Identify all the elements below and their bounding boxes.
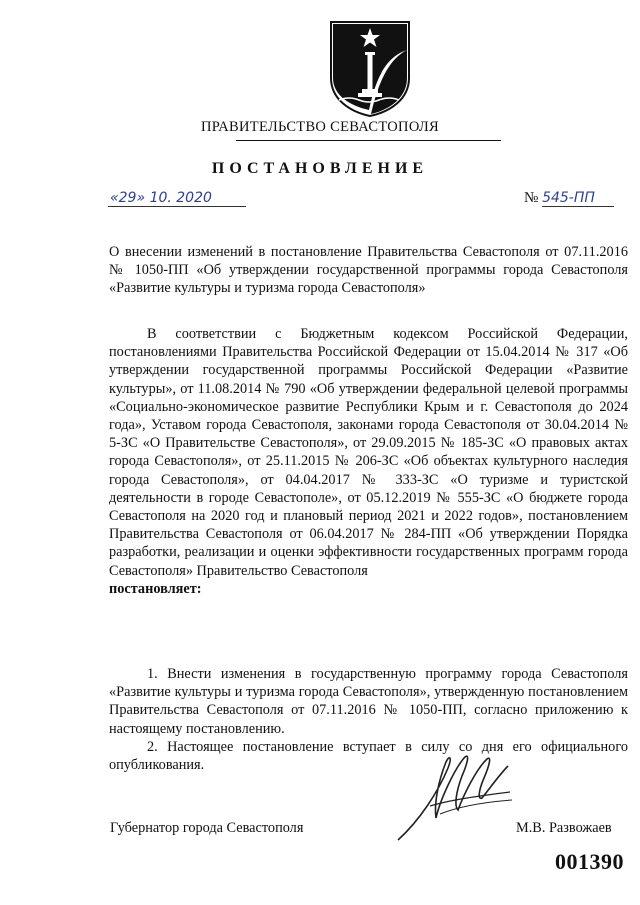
organization-name: ПРАВИТЕЛЬСТВО СЕВАСТОПОЛЯ [201,119,439,135]
serial-number: 001390 [555,849,624,874]
sevastopol-coat-of-arms-emblem [329,20,411,118]
number-value: 545-ПП [542,190,595,206]
document-number [524,190,595,207]
date-month-year: 10. 2020 [149,190,212,206]
preamble-paragraph [109,325,628,598]
document-type-title: ПОСТАНОВЛЕНИЕ [211,160,429,177]
decree-word: постановляет: [109,580,202,597]
decree-items [109,665,628,774]
date-underline [108,206,246,207]
date-day: 29 [118,190,137,206]
handwritten-signature [390,740,520,850]
decree-item-2: 2. Настоящее постановление вступает в силу со дня его официального опубликования. [109,738,628,774]
document-date: «29» 10. 2020 [110,190,212,206]
signatory-name: М.В. Развожаев [516,820,612,836]
organization-underline [236,140,501,141]
decree-item-1: 1. Внести изменения в государственную программу города Севастополя «Развитие культуры и туризма города Севастополя», утвержденную постановлением Правительства Севастополя от 07.11.2016 № 1050-ПП, согласно приложению к настоящему постановлению. [109,666,628,737]
preamble-text: В соответствии с Бюджетным кодексом Российской Федерации, постановлениями Правительства Российской Федерации от 15.04.2014 № 317 «Об утверждении государственной программы Российской Федерации «Развитие культуры», от 11.08.2014 № 790 «Об утверждении федеральной целевой программы «Социально-экономическое развитие Республики Крым и г. Севастополя до 2024 года», Уставом города Севастополя, законами города Севастополя от 30.04.2014 № 5-ЗС «О Правительстве Севастополя», от 29.09.2015 № 185-ЗС «О правовых актах города Севастополя», от 25.11.2015 № 206-ЗС «Об объектах культурного наследия города Севастополя», от 04.04.2017 № 333-ЗС «О туризме и туристской деятельности в городе Севастополе», от 05.12.2019 № 555-ЗС «О бюджете города Севастополя на 2020 год и плановый период 2021 и 2022 годов», постановлением Правительства Севастополя от 06.04.2017 № 284-ПП «Об утверждении Порядка разработки, реализации и оценки эффективности государственных программ города Севастополя» Правительство Севастополя [109,326,628,579]
number-underline [542,206,614,207]
number-sign: № [524,190,539,206]
document-subject: О внесении изменений в постановление Правительства Севастополя от 07.11.2016 № 1050-ПП «Об утверждении государственной программы города Севастополя «Развитие культуры и туризма города Севастополя» [109,244,628,297]
signatory-position: Губернатор города Севастополя [110,820,304,836]
